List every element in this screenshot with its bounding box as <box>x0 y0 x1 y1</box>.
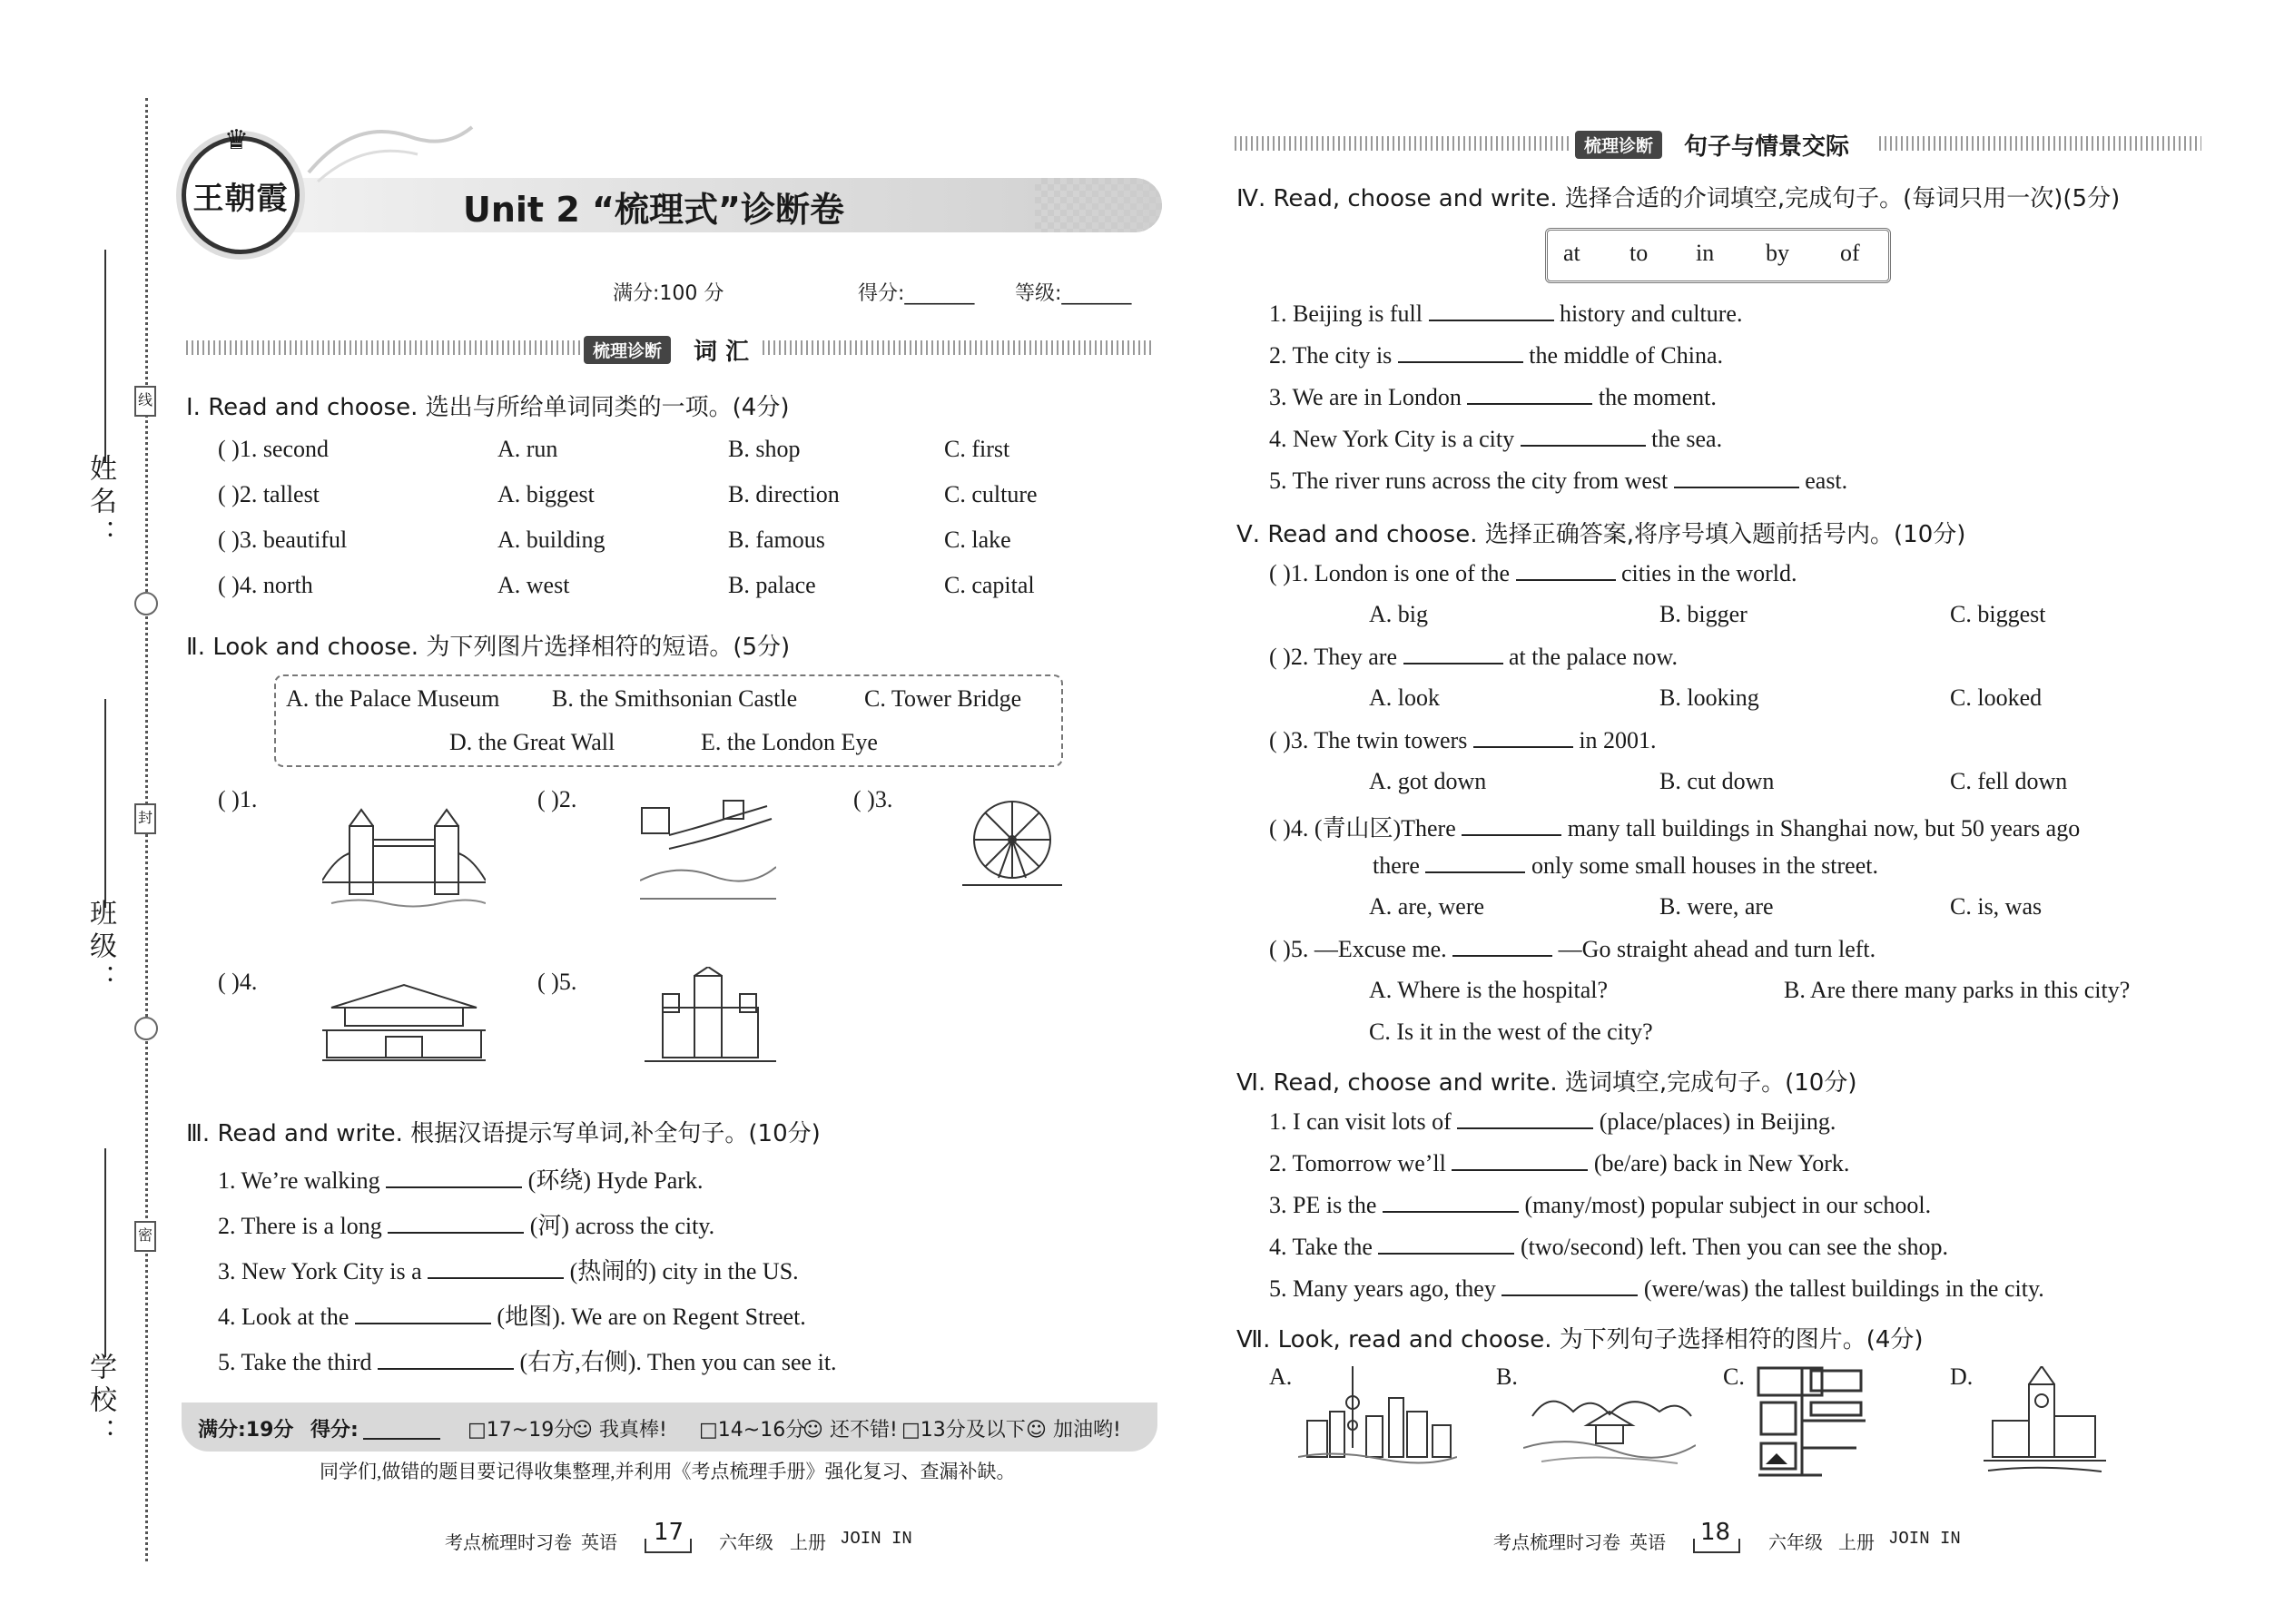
band-option-label: 我真棒! <box>598 1419 667 1442</box>
q5-option: C. is, was <box>1950 893 2043 920</box>
footer-subject: 英语 <box>1629 1533 1666 1553</box>
binding-mark: 封 <box>134 803 156 834</box>
q6-line-1 <box>1269 1107 1836 1136</box>
q5-stem <box>1269 643 1678 671</box>
binding-mark: 线 <box>134 386 156 417</box>
answer-blank[interactable] <box>386 1166 522 1188</box>
london-eye-picture <box>962 794 1062 903</box>
answer-blank[interactable] <box>1516 559 1616 581</box>
q4-line-5 <box>1269 467 1847 495</box>
q1-option: C. first <box>944 436 1010 462</box>
q6-text: 3. PE is the <box>1269 1192 1377 1218</box>
q3-text: 4. Look at the <box>218 1304 350 1330</box>
q4-word: of <box>1840 240 1860 266</box>
q1-stem[interactable]: ( )2. tallest <box>218 481 320 507</box>
q2-option: D. the Great Wall <box>449 729 615 755</box>
q5-option: A. Where is the hospital? <box>1369 977 1609 1003</box>
q2-title: Ⅱ. Look and choose. 为下列图片选择相符的短语。(5分) <box>186 634 791 661</box>
full-score: 满分:100 分 <box>613 282 724 305</box>
q3-line-4 <box>218 1298 806 1332</box>
answer-blank[interactable] <box>1467 383 1592 405</box>
q2-option: E. the London Eye <box>701 729 878 755</box>
q2-item[interactable]: ( )5. <box>537 969 577 995</box>
school-write-line[interactable] <box>104 1148 106 1357</box>
q7-label: C. <box>1723 1363 1745 1390</box>
q5-title: Ⅴ. Read and choose. 选择正确答案,将序号填入题前括号内。(10分) <box>1236 521 1966 548</box>
q3-line-5 <box>218 1343 837 1377</box>
q3-title: Ⅲ. Read and write. 根据汉语提示写单词,补全句子。(10分) <box>186 1120 821 1147</box>
q1-option: B. palace <box>728 572 816 598</box>
band-option-text: ☺ 我真棒! <box>572 1419 667 1442</box>
band-option[interactable]: □14~16分 <box>699 1419 806 1442</box>
brand-logo <box>182 125 300 254</box>
q5-text[interactable]: ( )5. —Excuse me. <box>1269 936 1447 962</box>
section-name: 词 汇 <box>694 339 750 366</box>
q3-hint: (河) across the city. <box>529 1213 715 1239</box>
q3-text: 2. There is a long <box>218 1213 382 1239</box>
q6-title: Ⅵ. Read, choose and write. 选词填空,完成句子。(10分) <box>1236 1069 1857 1097</box>
q5-option: B. bigger <box>1659 601 1748 627</box>
q4-text: 1. Beijing is full <box>1269 300 1423 327</box>
q1-option: A. biggest <box>497 481 595 507</box>
q1-option: C. culture <box>944 481 1038 507</box>
band-option-label: 还不错! <box>829 1419 898 1442</box>
q5-text: many tall buildings in Shanghai now, but 50 years ago <box>1567 815 2081 842</box>
q4-text: 4. New York City is a city <box>1269 426 1515 452</box>
q5-text[interactable]: ( )3. The twin towers <box>1269 727 1468 753</box>
binding-hole <box>134 1017 158 1040</box>
great-wall-picture <box>640 799 776 908</box>
q5-text[interactable]: ( )1. London is one of the <box>1269 560 1511 586</box>
q6-line-3 <box>1269 1191 1931 1219</box>
q3-line-3 <box>218 1253 799 1286</box>
q3-text: 1. We’re walking <box>218 1167 380 1194</box>
q5-option: B. were, are <box>1659 893 1774 920</box>
band-score-blank[interactable] <box>363 1418 440 1440</box>
q1-option: A. building <box>497 527 605 553</box>
q6-text: (two/second) left. Then you can see the shop. <box>1520 1234 1948 1260</box>
q1-stem[interactable]: ( )4. north <box>218 572 313 598</box>
q6-text: (were/was) the tallest buildings in the city. <box>1643 1275 2044 1302</box>
q2-item[interactable]: ( )4. <box>218 969 258 995</box>
logo-text: 王朝霞 <box>192 182 289 216</box>
band-score-label: 得分: <box>310 1419 359 1442</box>
q1-option: A. west <box>497 572 570 598</box>
school-label: 学校： <box>84 1353 116 1451</box>
q1-title: Ⅰ. Read and choose. 选出与所给单词同类的一项。(4分) <box>186 394 790 421</box>
q7-label: B. <box>1496 1363 1518 1390</box>
answer-blank[interactable] <box>1429 300 1554 321</box>
q7-title: Ⅶ. Look, read and choose. 为下列句子选择相符的图片。(4分) <box>1236 1326 1924 1353</box>
q4-text: 5. The river runs across the city from west <box>1269 468 1669 494</box>
castle-clock-tower-picture <box>1984 1366 2106 1480</box>
q5-text: there <box>1373 852 1420 879</box>
q1-option: B. famous <box>728 527 825 553</box>
q6-text: 4. Take the <box>1269 1234 1373 1260</box>
answer-blank[interactable] <box>428 1257 564 1279</box>
answer-blank[interactable] <box>1457 1107 1593 1129</box>
review-note: 同学们,做错的题目要记得收集整理,并利用《考点梳理手册》强化复习、查漏补缺。 <box>320 1461 1016 1482</box>
q5-text: at the palace now. <box>1509 644 1679 670</box>
grade-field[interactable]: 等级:_______ <box>1015 282 1132 305</box>
binding-mark: 密 <box>134 1221 156 1252</box>
answer-blank[interactable] <box>388 1212 524 1234</box>
q1-option: C. capital <box>944 572 1035 598</box>
q5-text: cities in the world. <box>1621 560 1797 586</box>
q5-option: A. got down <box>1369 768 1487 794</box>
q5-option: A. look <box>1369 684 1440 711</box>
q7-label: A. <box>1269 1363 1293 1390</box>
q6-text: 1. I can visit lots of <box>1269 1108 1452 1135</box>
footer-subject: 英语 <box>581 1533 617 1553</box>
q5-text[interactable]: ( )4. (青山区)There <box>1269 815 1456 842</box>
q3-line-1 <box>218 1162 703 1196</box>
q5-option: C. Is it in the west of the city? <box>1369 1019 1653 1045</box>
answer-blank[interactable] <box>1425 851 1525 873</box>
class-label: 班级： <box>84 899 116 997</box>
q5-text[interactable]: ( )2. They are <box>1269 644 1398 670</box>
binding-hole <box>134 592 158 615</box>
page-number: 17 <box>654 1519 684 1546</box>
name-label: 姓名： <box>84 454 116 552</box>
q3-hint: (环绕) Hyde Park. <box>527 1167 704 1194</box>
q5-stem <box>1269 559 1797 587</box>
q5-option: C. fell down <box>1950 768 2068 794</box>
footer-book: JOIN IN <box>840 1529 912 1549</box>
q4-word: by <box>1766 240 1789 266</box>
crown-icon: ♛ <box>224 125 249 155</box>
q5-stem-cont <box>1373 851 1878 880</box>
q3-hint: (右方,右侧). Then you can see it. <box>519 1349 837 1375</box>
band-option-label: 加油哟! <box>1052 1419 1121 1442</box>
q6-text: 5. Many years ago, they <box>1269 1275 1496 1302</box>
band-option-text: ☺ 还不错! <box>802 1419 898 1442</box>
q5-option: A. big <box>1369 601 1428 627</box>
q4-line-4 <box>1269 425 1722 453</box>
q2-item[interactable]: ( )2. <box>537 786 577 812</box>
q1-option: B. direction <box>728 481 840 507</box>
answer-blank[interactable] <box>1452 1149 1588 1171</box>
answer-blank[interactable] <box>1501 1275 1638 1296</box>
palace-museum-picture <box>322 980 486 1062</box>
q5-stem <box>1269 810 2080 843</box>
footer-series: 考点梳理时习卷 <box>1493 1533 1620 1553</box>
q3-text: 3. New York City is a <box>218 1258 422 1284</box>
q4-text: 3. We are in London <box>1269 384 1462 410</box>
q2-option: A. the Palace Museum <box>286 685 500 712</box>
q3-hint: (地图). We are on Regent Street. <box>497 1304 806 1330</box>
section-divider <box>763 340 1153 355</box>
section-tag: 梳理诊断 <box>584 336 671 364</box>
q1-stem[interactable]: ( )3. beautiful <box>218 527 348 553</box>
answer-blank[interactable] <box>1378 1233 1514 1255</box>
q5-text: in 2001. <box>1579 727 1657 753</box>
ribbon-decoration <box>300 109 481 191</box>
q6-text: (place/places) in Beijing. <box>1599 1108 1836 1135</box>
q5-option: A. are, were <box>1369 893 1485 920</box>
q5-option: C. looked <box>1950 684 2043 711</box>
q6-text: (many/most) popular subject in our school. <box>1524 1192 1932 1218</box>
q6-line-2 <box>1269 1149 1849 1177</box>
answer-blank[interactable] <box>1403 643 1503 664</box>
class-write-line[interactable] <box>104 699 106 908</box>
section-tag: 梳理诊断 <box>1575 131 1662 159</box>
q6-text: 2. Tomorrow we’ll <box>1269 1150 1446 1176</box>
q4-title: Ⅳ. Read, choose and write. 选择合适的介词填空,完成句子。(每词只用一次)(5分) <box>1236 185 2121 212</box>
q4-line-2 <box>1269 341 1723 369</box>
answer-blank[interactable] <box>1452 935 1552 957</box>
q3-hint: (热闹的) city in the US. <box>569 1258 799 1284</box>
section-divider <box>186 340 581 355</box>
q5-stem <box>1269 726 1657 754</box>
q5-text: —Go straight ahead and turn left. <box>1558 936 1876 962</box>
q3-text: 5. Take the third <box>218 1349 372 1375</box>
section-divider <box>1235 136 1570 151</box>
q4-word: in <box>1696 240 1715 266</box>
q5-option: B. cut down <box>1659 768 1775 794</box>
q4-text: 2. The city is <box>1269 342 1393 369</box>
q4-text: the middle of China. <box>1529 342 1724 369</box>
q2-item[interactable]: ( )3. <box>853 786 893 812</box>
q5-stem <box>1269 935 1876 963</box>
map-route-picture <box>1757 1366 1870 1480</box>
q5-option: B. Are there many parks in this city? <box>1784 977 2131 1003</box>
title-checker-decoration <box>1035 178 1162 232</box>
q6-line-4 <box>1269 1233 1948 1261</box>
q1-option: C. lake <box>944 527 1011 553</box>
footer-term: 上册 <box>1838 1533 1875 1553</box>
footer-grade: 六年级 <box>1768 1533 1823 1553</box>
q1-option: A. run <box>497 436 558 462</box>
answer-blank[interactable] <box>355 1303 491 1324</box>
q6-text: (be/are) back in New York. <box>1593 1150 1850 1176</box>
q4-word-box <box>1545 228 1891 283</box>
answer-blank[interactable] <box>1398 341 1523 363</box>
q4-text: history and culture. <box>1560 300 1743 327</box>
section-name: 句子与情景交际 <box>1684 133 1850 161</box>
q1-option: B. shop <box>728 436 801 462</box>
footer-book: JOIN IN <box>1888 1529 1961 1549</box>
band-full-score: 满分:19分 <box>198 1419 294 1442</box>
q6-line-5 <box>1269 1275 2044 1303</box>
footer-series: 考点梳理时习卷 <box>445 1533 572 1553</box>
band-option[interactable]: □17~19分 <box>468 1419 575 1442</box>
page-number: 18 <box>1700 1519 1731 1546</box>
page-title: Unit 2 “梳理式”诊断卷 <box>463 190 844 230</box>
name-write-line[interactable] <box>104 250 106 463</box>
band-option-text: ☺ 加油哟! <box>1026 1419 1121 1442</box>
q7-label: D. <box>1950 1363 1974 1390</box>
q4-line-1 <box>1269 300 1742 328</box>
q4-word: at <box>1563 240 1580 266</box>
q5-option: C. biggest <box>1950 601 2046 627</box>
q5-option: B. looking <box>1659 684 1759 711</box>
answer-blank[interactable] <box>1674 467 1799 488</box>
lake-garden-picture <box>1523 1380 1696 1471</box>
q2-item[interactable]: ( )1. <box>218 786 258 812</box>
answer-blank[interactable] <box>1521 425 1646 447</box>
q4-word: to <box>1629 240 1649 266</box>
answer-blank[interactable] <box>1383 1191 1519 1213</box>
q5-text: only some small houses in the street. <box>1531 852 1878 879</box>
answer-blank[interactable] <box>1473 726 1573 748</box>
skyline-picture <box>1298 1366 1457 1471</box>
section-divider <box>1879 136 2201 151</box>
answer-blank[interactable] <box>378 1348 514 1370</box>
score-field[interactable]: 得分:_______ <box>858 282 975 305</box>
q3-line-2 <box>218 1207 714 1241</box>
footer-grade: 六年级 <box>719 1533 773 1553</box>
q4-text: the sea. <box>1651 426 1723 452</box>
q1-stem[interactable]: ( )1. second <box>218 436 330 462</box>
band-option[interactable]: □13分及以下 <box>901 1419 1026 1442</box>
answer-blank[interactable] <box>1462 814 1561 836</box>
q4-text: the moment. <box>1598 384 1717 410</box>
smithsonian-castle-picture <box>645 967 776 1076</box>
footer-term: 上册 <box>790 1533 826 1553</box>
q2-option: C. Tower Bridge <box>864 685 1022 712</box>
tower-bridge-picture <box>322 808 486 921</box>
q4-line-3 <box>1269 383 1717 411</box>
q2-option: B. the Smithsonian Castle <box>552 685 798 712</box>
q4-text: east. <box>1805 468 1848 494</box>
